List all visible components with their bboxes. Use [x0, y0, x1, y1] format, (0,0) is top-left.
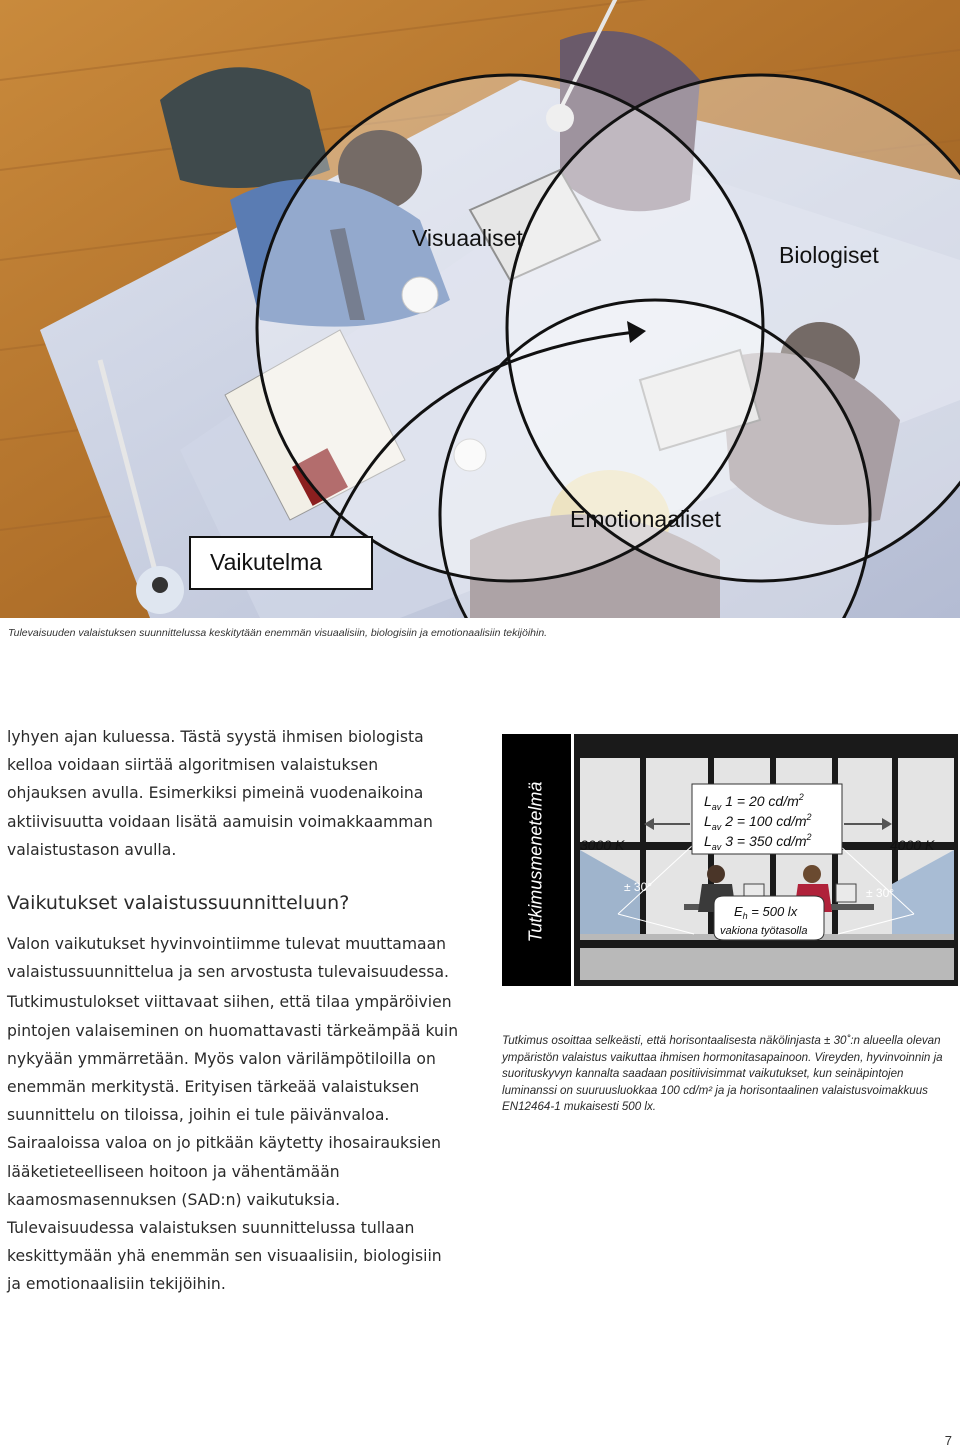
label-impression: Vaikutelma — [210, 549, 323, 575]
luminance-line-3: $L_{av}$ 3 = 350 $cd/m^2$ — [704, 832, 812, 852]
hero-illustration — [0, 0, 960, 618]
research-method-label: Tutkimusmenetelmä — [525, 781, 546, 943]
research-sidebar — [502, 734, 571, 986]
temp-left-label: 3000 K — [580, 837, 625, 853]
label-emotional: Emotionaaliset — [570, 506, 721, 532]
section-heading: Vaikutukset valaistussuunnitteluun? — [7, 892, 350, 915]
label-biological: Biologiset — [779, 242, 879, 268]
research-caption: Tutkimus osoittaa selkeästi, että horisontaalisesta näkölinjasta ± 30˚:n alueella olevan ympäristön valaistus vaikuttaa ihmisen hormonitasapainoon. Vireyden, hyvinvoinnin ja suorituskyvyn kannalta saadaan positiivisimmat vaikutukset, kun seinäpintojen luminanssi on suuruusluokkaa 100 cd/m² ja ja horisontaalinen valaistusvoimakkuus EN12464-1 mukaisesti 500 lx. — [502, 1034, 943, 1113]
paragraph-effects: Valon vaikutukset hyvinvointiimme tulevat muuttamaan valaistussuunnittelua ja sen arvostusta tulevaisuudessa. — [7, 935, 449, 982]
research-figure — [502, 734, 958, 986]
research-room-illustration — [574, 734, 958, 986]
angle-label-left: ± 30° — [624, 880, 653, 894]
research-room-photo — [574, 734, 958, 986]
luminance-line-2: $L_{av}$ 2 = 100 $cd/m^2$ — [704, 812, 812, 832]
hero-photo — [0, 0, 960, 618]
paragraph-research: Tutkimustulokset viittavaat siihen, että tilaa ympäröivien pintojen valaiseminen on huomattavasti tärkeämpää kuin nykyään ymmärretään. Myös valon värilämpötiloilla on enemmän merkitystä. Erityisen tärkeää valaistuksen suunnittelu on tiloissa, joihin ei tule päivänvaloa. Sairaaloissa valoa on jo pitkään käytetty ihosairauksien lääketieteelliseen hoitoon ja vähentämään kaamosmasennuksen (SAD:n) vaikutuksia. Tulevaisuudessa valaistuksen suunnittelussa tullaan keskittymään yhä enemmän sen visuaalisiin, biologisiin ja emotionaalisiin tekijöihin. — [7, 993, 459, 1294]
angle-label-right: ± 30° — [866, 886, 895, 900]
illuminance-note: vakiona työtasolla — [720, 925, 808, 937]
illuminance-value: $E_h = 500$ lx — [734, 904, 798, 921]
label-visual: Visuaaliset — [412, 225, 523, 251]
temp-right-label: 4000 K — [890, 837, 935, 853]
luminance-line-1: $L_{av}$ 1 = 20 $cd/m^2$ — [704, 792, 804, 812]
page-number: 7 — [944, 1433, 952, 1448]
body-column — [7, 723, 459, 1299]
hero-caption: Tulevaisuuden valaistuksen suunnittelussa keskitytään enemmän visuaalisiin, biologisiin ja emotionaalisiin tekijöihin. — [8, 627, 548, 639]
paragraph-intro: lyhyen ajan kuluessa. Tästä syystä ihmisen biologista kelloa voidaan siirtää algoritmisen valaistuksen ohjauksen avulla. Esimerkiksi pimeinä vuodenaikoina aktiivisuutta voidaan lisätä aamuisin voimakkaamman valaistustason avulla. — [7, 728, 433, 859]
